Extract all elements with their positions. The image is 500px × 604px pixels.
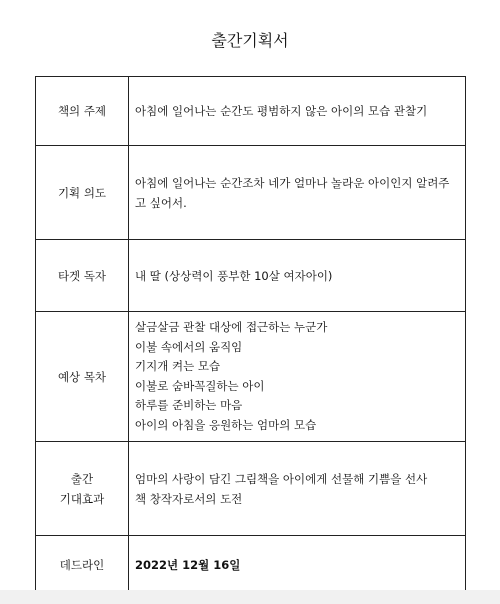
row-label-text: 기획 의도 [57, 185, 107, 200]
row-label [36, 536, 129, 595]
row-content [129, 536, 466, 595]
contents-list-item: 하루를 준비하는 마음 [135, 398, 243, 412]
contents-list-item: 이불 속에서의 움직임 [135, 339, 243, 354]
contents-list-item: 기지개 켜는 모습 [135, 359, 221, 373]
row-label-text: 출간 [70, 471, 94, 486]
row-label-text: 기대효과 [59, 491, 105, 506]
row-label-text: 책의 주제 [57, 104, 107, 118]
row-content-text: 고 싶어서. [135, 195, 187, 210]
row-content-text: 엄마의 사랑이 담긴 그림책을 아이에게 선물해 기쁨을 선사 [135, 471, 428, 486]
table-row-book-theme [36, 77, 466, 146]
table-row-expected-effect [36, 442, 466, 536]
contents-list-item: 아이의 아침을 응원하는 엄마의 모습 [135, 417, 317, 432]
table-row-target-reader [36, 240, 466, 312]
row-content [129, 312, 466, 442]
table-row-planning-intent [36, 146, 466, 240]
planning-table [35, 76, 466, 595]
row-label [36, 312, 129, 442]
row-label [36, 442, 129, 536]
row-label-text: 타겟 독자 [57, 268, 107, 283]
row-content-text: 책 창작자로서의 도전 [135, 491, 243, 506]
table-row-deadline [36, 536, 466, 595]
row-content [129, 146, 466, 240]
bottom-band [0, 590, 500, 604]
contents-list-item: 살금살금 관찰 대상에 접근하는 누군가 [135, 320, 328, 334]
page-title: 출간기획서 [211, 31, 289, 50]
row-label [36, 146, 129, 240]
contents-list-item: 이불로 숨바꼭질하는 아이 [135, 378, 265, 393]
row-label [36, 77, 129, 146]
row-content-text: 아침에 일어나는 순간조차 네가 얼마나 놀라운 아이인지 알려주 [135, 175, 450, 190]
row-content-text: 아침에 일어나는 순간도 평범하지 않은 아이의 모습 관찰기 [135, 104, 428, 118]
row-content [129, 77, 466, 146]
row-label-text: 데드라인 [59, 558, 105, 572]
deadline-date: 2022년 12월 16일 [135, 558, 241, 572]
table-row-expected-contents [36, 312, 466, 442]
row-content [129, 240, 466, 312]
row-content [129, 442, 466, 536]
row-content-text: 내 딸 (상상력이 풍부한 10살 여자아이) [135, 268, 333, 283]
row-label-text: 예상 목차 [57, 369, 107, 384]
row-label [36, 240, 129, 312]
